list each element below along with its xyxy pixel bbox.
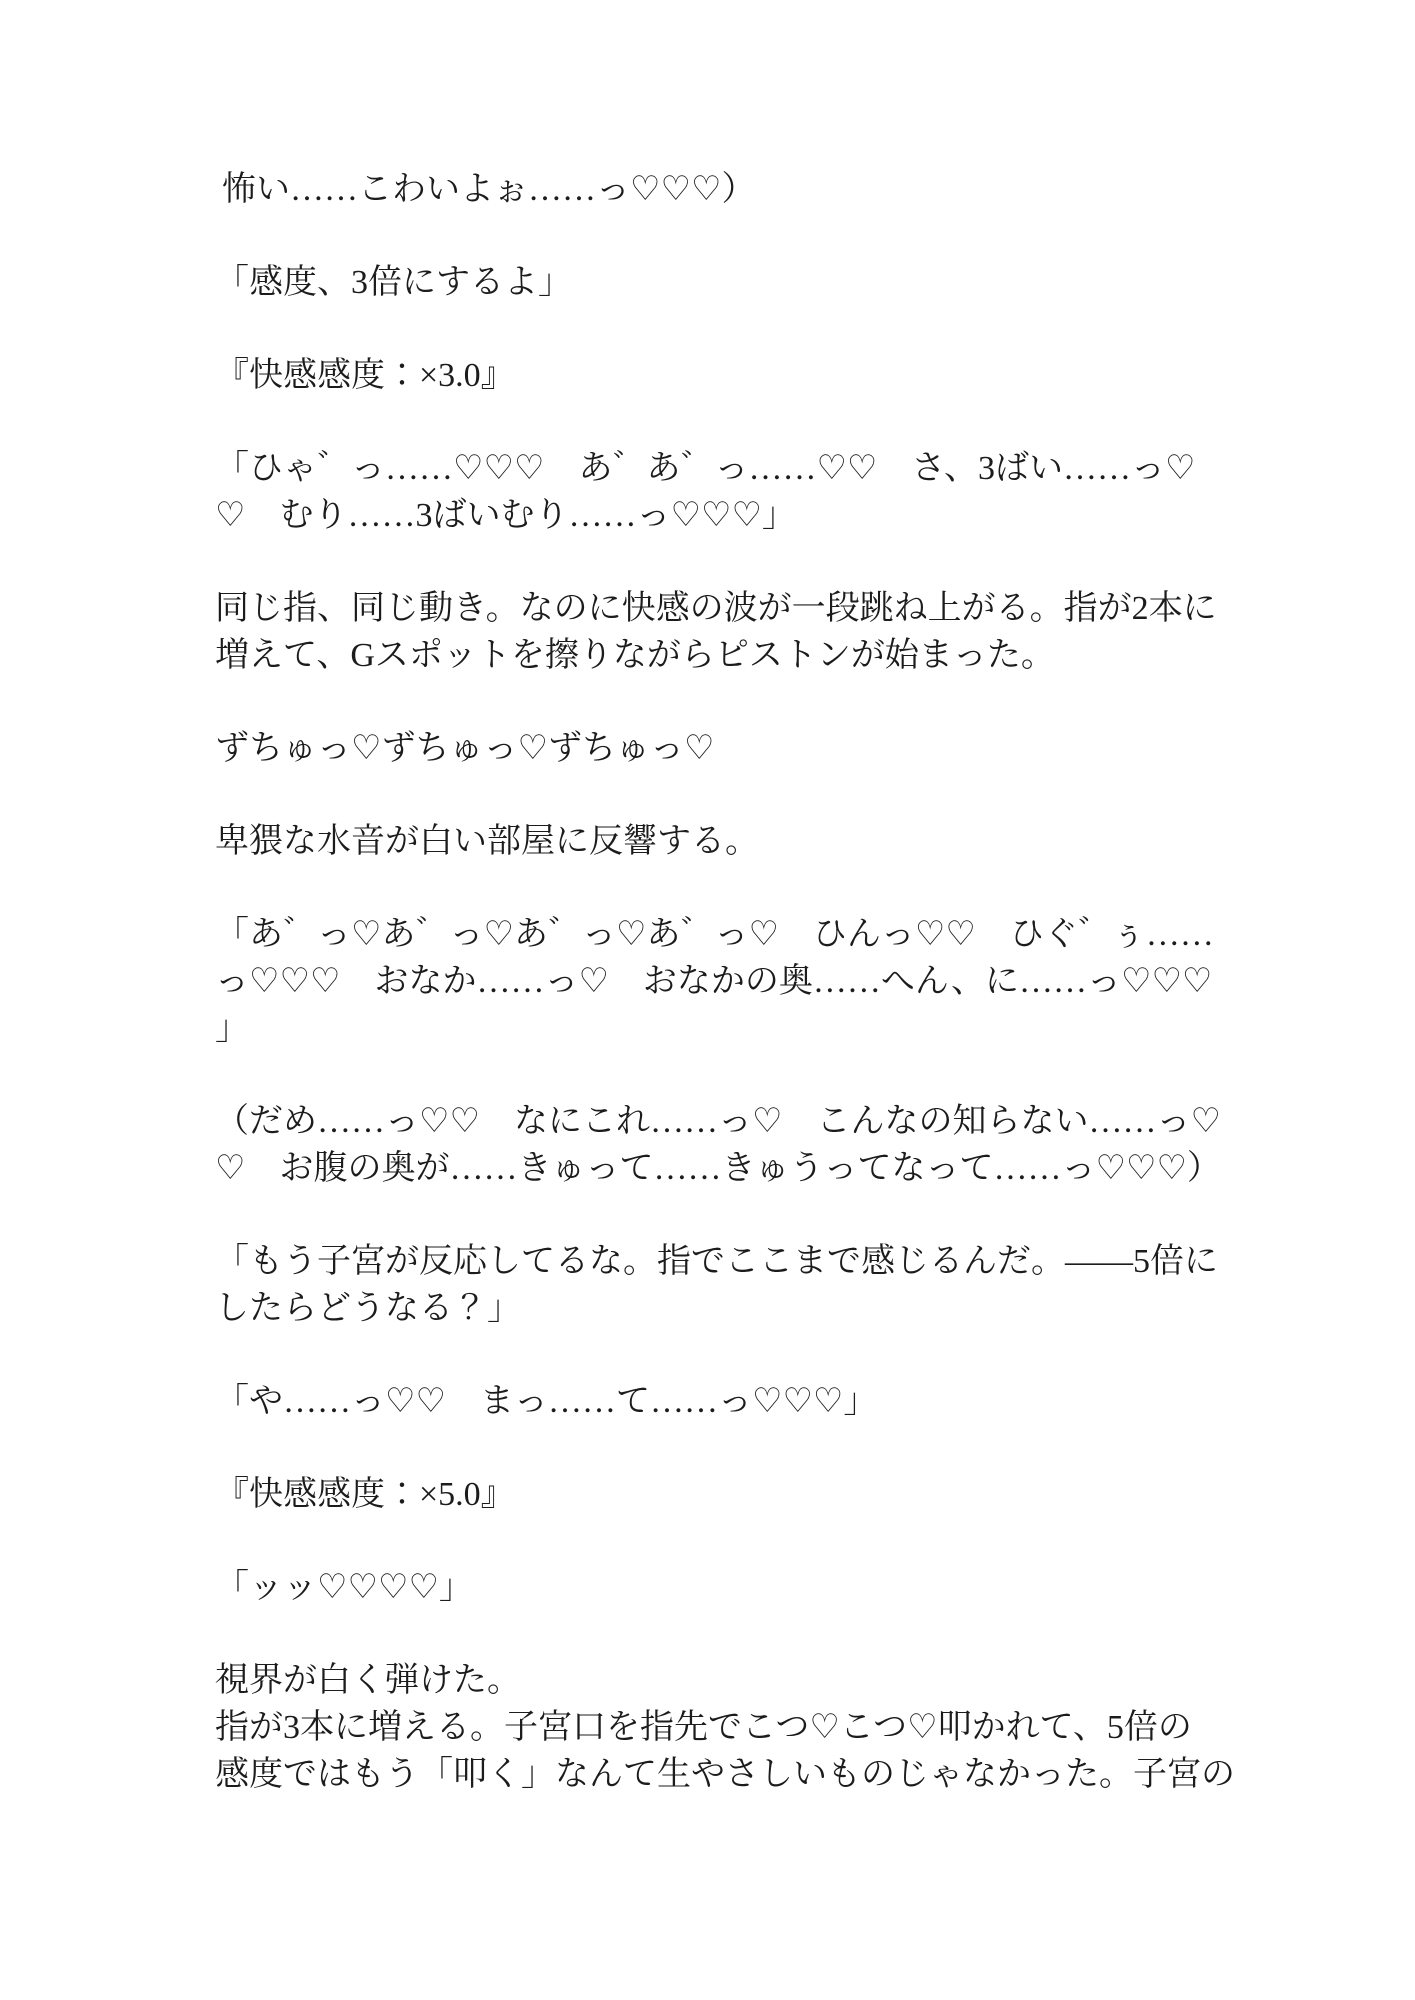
paragraph [215, 445, 1237, 539]
text-line: 「もう子宮が反応してるな。指でここまで感じるんだ。――5倍に [215, 1243, 1218, 1280]
text-line: 視界が白く弾けた。 [215, 1662, 521, 1699]
paragraph [215, 818, 1237, 865]
text-line: ♡ むり……3ばいむり……っ♡♡♡」 [215, 497, 796, 534]
paragraph [215, 911, 1237, 1052]
text-line: したらどうなる？」 [215, 1290, 521, 1327]
paragraph [215, 1564, 1237, 1611]
paragraph [215, 1657, 1237, 1798]
text-line: 」 [215, 1010, 249, 1047]
text-line: 同じ指、同じ動き。なのに快感の波が一段跳ね上がる。指が2本に [215, 590, 1217, 627]
text-line: （だめ……っ♡♡ なにこれ……っ♡ こんなの知らない……っ♡ [215, 1103, 1221, 1140]
text-line: 指が3本に増える。子宮口を指先でこつ♡こつ♡叩かれて、5倍の [215, 1709, 1192, 1746]
text-line: 卑猥な水音が白い部屋に反響する。 [215, 823, 759, 860]
text-line: 「あ゛っ♡あ゛っ♡あ゛っ♡あ゛っ♡ ひんっ♡♡ ひぐ゛ぅ…… [215, 916, 1214, 953]
paragraph [215, 1378, 1237, 1425]
paragraph [215, 585, 1237, 679]
paragraph [215, 352, 1237, 399]
paragraph [215, 1471, 1237, 1518]
text-line: 「や……っ♡♡ まっ……て……っ♡♡♡」 [215, 1383, 878, 1420]
text-line: 増えて、Gスポットを擦りながらピストンが始まった。 [215, 637, 1055, 674]
paragraph [215, 1238, 1237, 1332]
text-line: 感度ではもう「叩く」なんて生やさしいものじゃなかった。子宮の [215, 1756, 1235, 1793]
text-line: ♡ お腹の奥が……きゅって……きゅうってなって……っ♡♡♡） [215, 1150, 1221, 1187]
paragraph [215, 259, 1237, 306]
text-line: 「ひゃ゛っ……♡♡♡ あ゛あ゛っ……♡♡ さ、3ばい……っ♡ [215, 450, 1196, 487]
text-line: 「ッッ♡♡♡♡」 [215, 1569, 473, 1606]
paragraph [215, 1098, 1237, 1192]
text-line: 『快感感度：×3.0』 [215, 357, 515, 394]
text-line: ずちゅっ♡ずちゅっ♡ずちゅっ♡ [215, 730, 715, 767]
text-line: 『快感感度：×5.0』 [215, 1476, 515, 1513]
text-line: っ♡♡♡ おなか……っ♡ おなかの奥……へん、に……っ♡♡♡ [215, 963, 1213, 1000]
text-line: 「感度、3倍にするよ」 [215, 264, 572, 301]
paragraph [215, 166, 1237, 213]
text-line: 怖い……こわいよぉ……っ♡♡♡） [222, 171, 756, 208]
paragraph [215, 725, 1237, 772]
